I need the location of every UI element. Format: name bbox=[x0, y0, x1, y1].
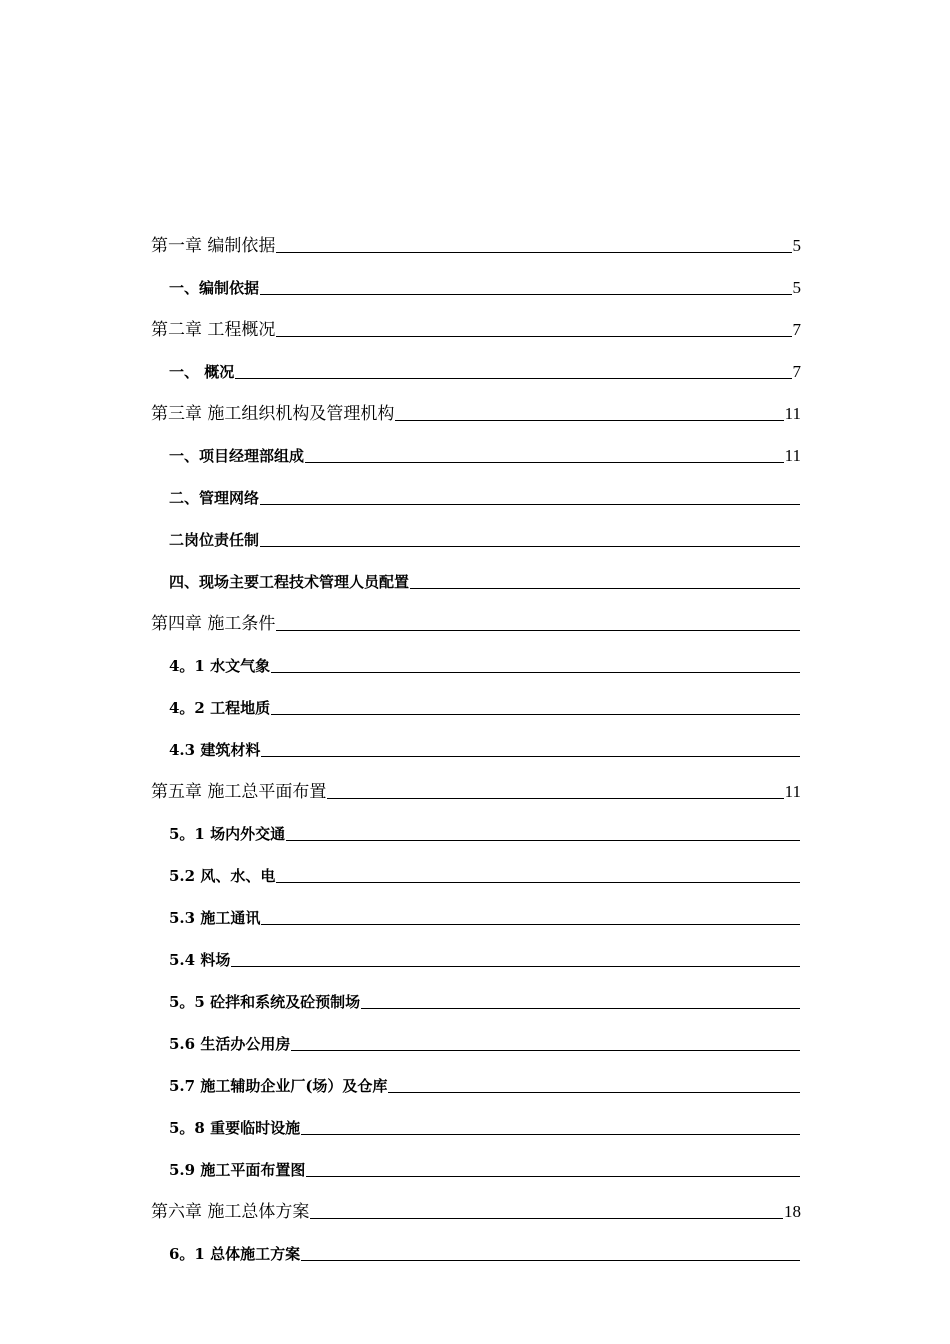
toc-entry[interactable] bbox=[151, 1016, 801, 1058]
toc-leader-line bbox=[260, 546, 800, 547]
toc-entry[interactable] bbox=[151, 974, 801, 1016]
toc-leader-line bbox=[291, 1050, 800, 1051]
toc-leader-line bbox=[310, 1218, 783, 1219]
toc-entry[interactable] bbox=[151, 260, 801, 302]
toc-leader-line bbox=[286, 840, 800, 841]
toc-entry-label: 4。2 工程地质 bbox=[169, 699, 271, 717]
toc-leader-line bbox=[260, 294, 791, 295]
toc-entry-label: 四、现场主要工程技术管理人员配置 bbox=[169, 573, 410, 591]
toc-entry-label: 二、管理网络 bbox=[169, 489, 260, 507]
toc-leader-line bbox=[410, 588, 800, 589]
toc-entry[interactable] bbox=[151, 512, 801, 554]
toc-leader-line bbox=[276, 882, 800, 883]
toc-entry[interactable] bbox=[151, 680, 801, 722]
toc-entry[interactable] bbox=[151, 596, 801, 638]
toc-entry-label: 一、编制依据 bbox=[169, 279, 260, 297]
toc-entry-label: 5。5 砼拌和系统及砼预制场 bbox=[169, 993, 361, 1011]
toc-entry-label: 5.9 施工平面布置图 bbox=[169, 1161, 306, 1179]
table-of-contents bbox=[151, 218, 801, 1268]
toc-leader-line bbox=[388, 1092, 800, 1093]
toc-entry[interactable] bbox=[151, 1100, 801, 1142]
toc-entry-label: 5.6 生活办公用房 bbox=[169, 1035, 291, 1053]
toc-entry[interactable] bbox=[151, 1184, 801, 1226]
toc-entry-page: 18 bbox=[784, 1202, 801, 1221]
toc-entry-label: 4。1 水文气象 bbox=[169, 657, 271, 675]
toc-leader-line bbox=[261, 924, 800, 925]
toc-entry-label: 4.3 建筑材料 bbox=[169, 741, 261, 759]
toc-leader-line bbox=[361, 1008, 800, 1009]
toc-entry-label: 一、 概况 bbox=[169, 363, 235, 381]
toc-leader-line bbox=[305, 462, 784, 463]
toc-leader-line bbox=[276, 336, 791, 337]
toc-entry[interactable] bbox=[151, 386, 801, 428]
toc-entry[interactable] bbox=[151, 428, 801, 470]
toc-entry[interactable] bbox=[151, 890, 801, 932]
toc-entry[interactable] bbox=[151, 344, 801, 386]
toc-entry-label: 第三章 施工组织机构及管理机构 bbox=[151, 404, 395, 424]
toc-entry-label: 第二章 工程概况 bbox=[151, 320, 276, 340]
toc-entry[interactable] bbox=[151, 722, 801, 764]
toc-entry-label: 第六章 施工总体方案 bbox=[151, 1202, 310, 1222]
toc-entry-page: 7 bbox=[792, 320, 801, 339]
toc-entry[interactable] bbox=[151, 218, 801, 260]
toc-entry-label: 第四章 施工条件 bbox=[151, 614, 276, 634]
toc-leader-line bbox=[271, 672, 800, 673]
toc-leader-line bbox=[301, 1134, 800, 1135]
toc-leader-line bbox=[261, 756, 800, 757]
toc-entry[interactable] bbox=[151, 554, 801, 596]
toc-leader-line bbox=[327, 798, 783, 799]
toc-entry-label: 二岗位责任制 bbox=[169, 531, 260, 549]
toc-entry[interactable] bbox=[151, 1226, 801, 1268]
toc-entry-label: 6。1 总体施工方案 bbox=[169, 1245, 301, 1263]
toc-entry-label: 5.2 风、水、电 bbox=[169, 867, 276, 885]
toc-entry-label: 第一章 编制依据 bbox=[151, 236, 276, 256]
toc-entry-label: 一、项目经理部组成 bbox=[169, 447, 305, 465]
toc-leader-line bbox=[276, 252, 791, 253]
toc-entry[interactable] bbox=[151, 302, 801, 344]
toc-entry-label: 5.4 料场 bbox=[169, 951, 231, 969]
toc-leader-line bbox=[301, 1260, 800, 1261]
toc-entry[interactable] bbox=[151, 848, 801, 890]
toc-entry[interactable] bbox=[151, 764, 801, 806]
toc-leader-line bbox=[271, 714, 800, 715]
toc-leader-line bbox=[231, 966, 800, 967]
toc-entry-page: 11 bbox=[784, 446, 801, 465]
toc-entry-label: 5.3 施工通讯 bbox=[169, 909, 261, 927]
toc-entry-page: 5 bbox=[792, 236, 801, 255]
toc-entry-label: 5。1 场内外交通 bbox=[169, 825, 286, 843]
toc-entry-label: 第五章 施工总平面布置 bbox=[151, 782, 327, 802]
toc-leader-line bbox=[306, 1176, 800, 1177]
toc-entry[interactable] bbox=[151, 470, 801, 512]
toc-entry-label: 5。8 重要临时设施 bbox=[169, 1119, 301, 1137]
toc-entry-page: 5 bbox=[792, 278, 801, 297]
toc-leader-line bbox=[395, 420, 783, 421]
toc-entry[interactable] bbox=[151, 1142, 801, 1184]
toc-entry-page: 11 bbox=[784, 782, 801, 801]
toc-entry[interactable] bbox=[151, 932, 801, 974]
toc-leader-line bbox=[235, 378, 791, 379]
toc-entry-page: 7 bbox=[792, 362, 801, 381]
toc-entry[interactable] bbox=[151, 806, 801, 848]
toc-entry-page: 11 bbox=[784, 404, 801, 423]
toc-leader-line bbox=[276, 630, 800, 631]
toc-leader-line bbox=[260, 504, 800, 505]
toc-entry-label: 5.7 施工辅助企业厂(场）及仓库 bbox=[169, 1077, 388, 1095]
toc-entry[interactable] bbox=[151, 1058, 801, 1100]
toc-entry[interactable] bbox=[151, 638, 801, 680]
